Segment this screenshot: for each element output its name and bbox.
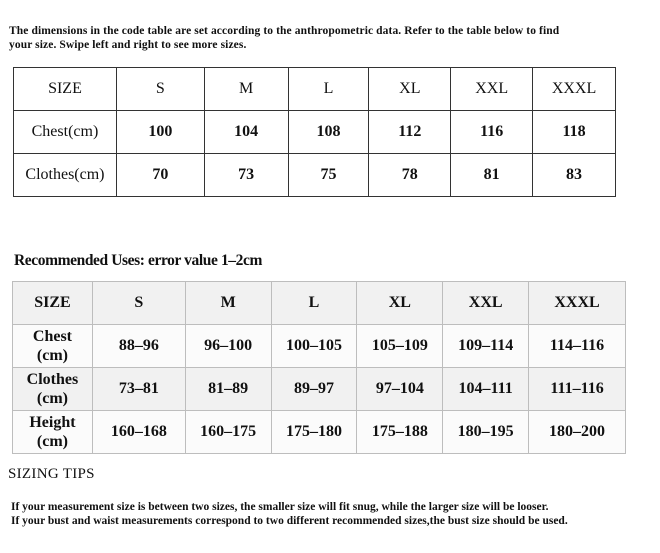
recommended-title: Recommended Uses: error value 1–2cm (14, 252, 263, 269)
table-header-row (13, 282, 626, 325)
table-header-row (14, 68, 616, 111)
table-cell: 116 (451, 111, 533, 154)
sizing-tips-text (11, 500, 568, 528)
table-cell: 75 (288, 154, 369, 197)
table-cell: 118 (533, 111, 616, 154)
table-cell: 175–180 (271, 411, 357, 454)
header-cell: M (185, 282, 271, 325)
row-label (13, 411, 93, 454)
table-cell: 109–114 (443, 325, 529, 368)
header-cell: XXL (451, 68, 533, 111)
table-cell: 100 (116, 111, 204, 154)
table-cell: 108 (288, 111, 369, 154)
header-cell: XXL (443, 282, 529, 325)
table-cell: 175–188 (357, 411, 443, 454)
table-cell: 104 (204, 111, 288, 154)
table-cell: 112 (369, 111, 451, 154)
table-cell: 160–168 (92, 411, 185, 454)
table-cell: 97–104 (357, 368, 443, 411)
table-cell: 114–116 (529, 325, 626, 368)
header-cell: L (271, 282, 357, 325)
table-cell: 83 (533, 154, 616, 197)
row-label-line-1: Clothes (26, 371, 79, 388)
sizing-tip-2: If your bust and waist measurements correspond to two different recommended sizes,the bust size should be used. (11, 515, 568, 527)
table-cell: 73 (204, 154, 288, 197)
table-cell: 160–175 (185, 411, 271, 454)
table-cell: 89–97 (271, 368, 357, 411)
intro-line-1: The dimensions in the code table are set according to the anthropometric data. Refer to the table below to find (9, 25, 560, 37)
table-cell: 88–96 (92, 325, 185, 368)
table-cell: 96–100 (185, 325, 271, 368)
row-label-line-2: (cm) (36, 347, 68, 364)
intro-line-2: your size. Swipe left and right to see more sizes. (9, 39, 247, 51)
header-cell: XL (357, 282, 443, 325)
intro-text (9, 24, 649, 52)
sizing-tip-1: If your measurement size is between two sizes, the smaller size will fit snug, while the larger size will be looser. (11, 501, 549, 513)
table-cell: 111–116 (529, 368, 626, 411)
header-cell: XXXL (529, 282, 626, 325)
header-cell: M (204, 68, 288, 111)
table-cell: 100–105 (271, 325, 357, 368)
table-cell: 104–111 (443, 368, 529, 411)
sizing-tips-heading: SIZING TIPS (8, 466, 95, 482)
header-cell: SIZE (13, 282, 93, 325)
table-cell: 78 (369, 154, 451, 197)
table-cell: 81–89 (185, 368, 271, 411)
row-label-line-2: (cm) (36, 390, 68, 407)
table-cell: 180–195 (443, 411, 529, 454)
table-row (14, 111, 616, 154)
header-cell: S (92, 282, 185, 325)
row-label: Chest(cm) (14, 111, 117, 154)
row-label-line-1: Chest (32, 328, 72, 345)
header-cell: SIZE (14, 68, 117, 111)
recommended-size-table (12, 281, 626, 454)
table-cell: 73–81 (92, 368, 185, 411)
table-cell: 81 (451, 154, 533, 197)
table-row (13, 325, 626, 368)
header-cell: XL (369, 68, 451, 111)
table-cell: 70 (116, 154, 204, 197)
header-cell: S (116, 68, 204, 111)
row-label (13, 368, 93, 411)
table-row (14, 154, 616, 197)
table-cell: 105–109 (357, 325, 443, 368)
header-cell: L (288, 68, 369, 111)
row-label (13, 325, 93, 368)
table-row (13, 368, 626, 411)
row-label: Clothes(cm) (14, 154, 117, 197)
row-label-line-2: (cm) (36, 433, 68, 450)
table-row (13, 411, 626, 454)
header-cell: XXXL (533, 68, 616, 111)
table-cell: 180–200 (529, 411, 626, 454)
size-chart-table (13, 67, 616, 197)
row-label-line-1: Height (29, 414, 76, 431)
